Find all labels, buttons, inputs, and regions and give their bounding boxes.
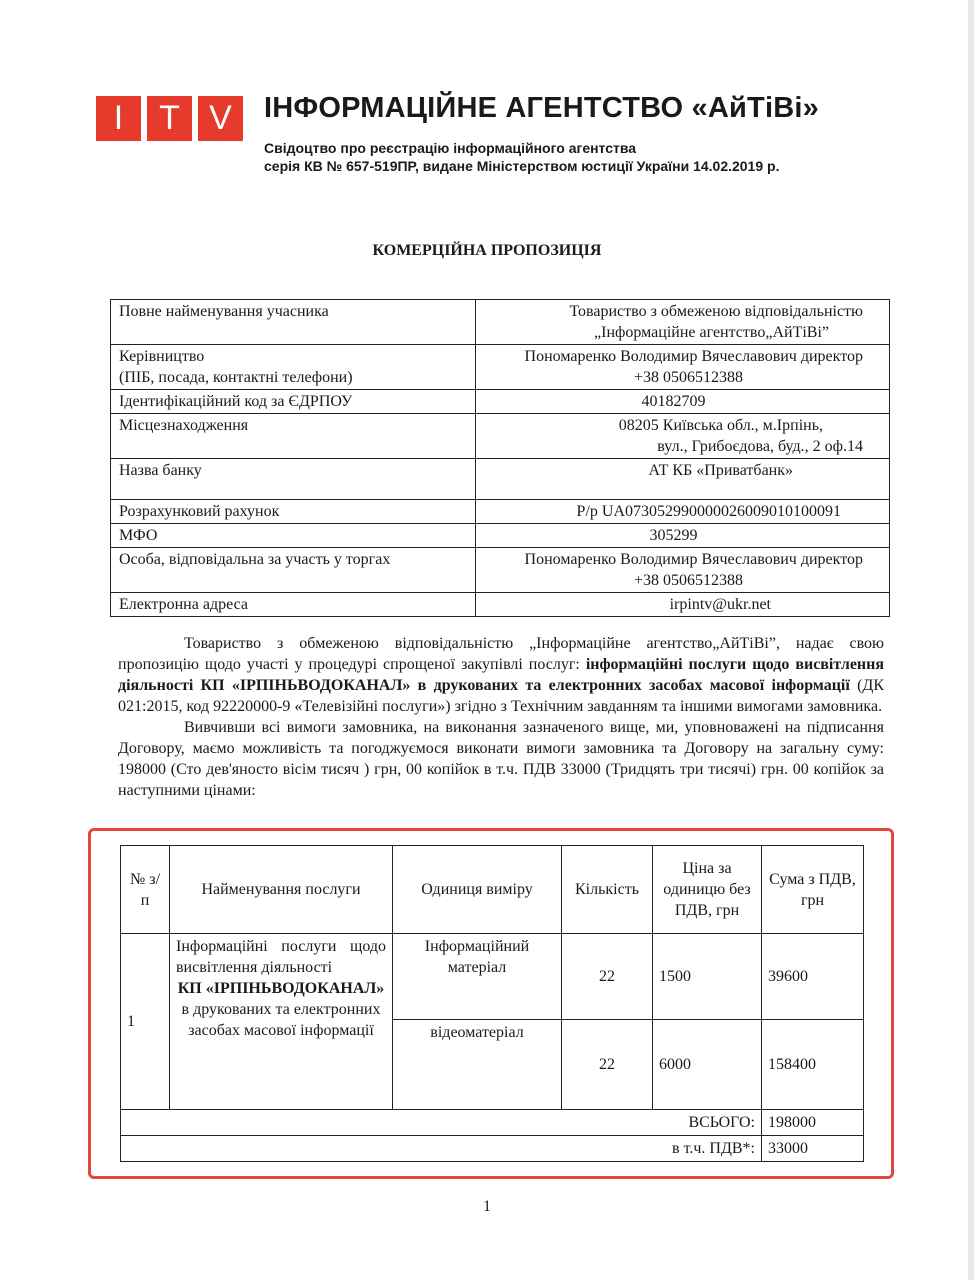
paragraph-text: (ДК 021:2015, код 92220000-9 «Телевізійні послуги») згідно з Технічним завданням та іншими вимогами замовника. — [118, 677, 885, 715]
registration-line: Свідоцтво про реєстрацію інформаційного агентства — [264, 140, 637, 156]
service-text: в друкованих та електронних засобах масової інформації — [181, 1001, 381, 1039]
label-line: (ПІБ, посада, контактні телефони) — [119, 369, 353, 386]
row-value: 40182709 — [476, 390, 890, 414]
row-label: Місцезнаходження — [111, 414, 476, 459]
table-row — [111, 390, 890, 414]
service-name — [170, 934, 393, 1110]
price-table — [120, 845, 864, 1162]
price-cell: 6000 — [653, 1020, 762, 1110]
vat-row — [121, 1136, 864, 1162]
row-label: Розрахунковий рахунок — [111, 500, 476, 524]
price-cell: 1500 — [653, 934, 762, 1020]
service-bold-text: КП «ІРПІНЬВОДОКАНАЛ» — [177, 980, 385, 997]
paragraph-bold-text: інформаційні послуги щодо висвітлення діяльності КП «ІРПІНЬВОДОКАНАЛ» в друкованих та електронних засобах масової інформації — [118, 656, 885, 694]
column-header: Одиниця виміру — [393, 846, 562, 934]
total-value: 198000 — [762, 1110, 864, 1136]
unit-cell: відеоматеріал — [393, 1020, 562, 1110]
value-line: +38 0506512388 — [633, 369, 743, 386]
agency-name: ІНФОРМАЦІЙНЕ АГЕНТСТВО «АйТіВі» — [264, 92, 819, 124]
row-label — [111, 345, 476, 390]
column-header: Сума з ПДВ, грн — [762, 846, 864, 934]
row-value: irpintv@ukr.net — [476, 593, 890, 617]
page-edge — [968, 0, 974, 1280]
sum-cell: 158400 — [762, 1020, 864, 1110]
value-line: +38 0506512388 — [633, 572, 743, 589]
row-number: 1 — [121, 934, 170, 1110]
total-row — [121, 1110, 864, 1136]
table-row — [111, 593, 890, 617]
itv-logo — [96, 96, 243, 141]
label-line: Керівництво — [119, 348, 205, 365]
value-line: Пономаренко Володимир Вячеславович директор — [524, 551, 863, 568]
column-header: Кількість — [562, 846, 653, 934]
table-row — [111, 459, 890, 500]
logo-letter: V — [198, 96, 243, 141]
row-label: Ідентифікаційний код за ЄДРПОУ — [111, 390, 476, 414]
qty-cell: 22 — [562, 934, 653, 1020]
sum-cell: 39600 — [762, 934, 864, 1020]
value-line: „Інформаційне агентство„АйТіВі” — [594, 324, 829, 341]
table-row — [111, 524, 890, 548]
table-row — [111, 500, 890, 524]
row-label: Електронна адреса — [111, 593, 476, 617]
value-line: 08205 Київська обл., м.Ірпінь, — [618, 417, 823, 434]
header-row — [121, 846, 864, 934]
value-line: Товариство з обмеженою відповідальністю — [569, 303, 863, 320]
row-label: Назва банку — [111, 459, 476, 500]
unit-cell: Інформаційний матеріал — [393, 934, 562, 1020]
value-line: вул., Грибоєдова, буд., 2 оф.14 — [657, 438, 863, 455]
document-title: КОМЕРЦІЙНА ПРОПОЗИЦІЯ — [372, 242, 602, 259]
row-value: Р/р UA073052990000026009010100091 — [476, 500, 890, 524]
row-label: Особа, відповідальна за участь у торгах — [111, 548, 476, 593]
row-value: АТ КБ «Приватбанк» — [476, 459, 890, 500]
vat-label: в т.ч. ПДВ*: — [121, 1136, 762, 1162]
registration-line: серія КВ № 657-519ПР, видане Міністерством юстиції України 14.02.2019 р. — [264, 158, 780, 174]
column-header: Найменування послуги — [170, 846, 393, 934]
logo-letter: I — [96, 96, 141, 141]
row-label: МФО — [111, 524, 476, 548]
paragraph-text: Вивчивши всі вимоги замовника, на виконання зазначеного вище, ми, уповноважені на підписання Договору, маємо можливість та погоджуємося виконати вимоги замовника та Договору на загальну суму: 198000 (Сто дев'яносто вісім тисяч ) грн, 00 копійок в т.ч. ПДВ 33000 (Тридцять три тисячі) грн. 00 копійок за наступними цінами: — [118, 719, 884, 799]
row-value — [476, 548, 890, 593]
value-line: Пономаренко Володимир Вячеславович директор — [524, 348, 863, 365]
row-value — [476, 300, 890, 345]
page-number: 1 — [483, 1198, 491, 1215]
proposal-paragraph — [118, 633, 884, 801]
logo-letter: T — [147, 96, 192, 141]
table-row — [111, 548, 890, 593]
table-row — [111, 414, 890, 459]
row-value — [476, 345, 890, 390]
column-header: Ціна за одиницю без ПДВ, грн — [653, 846, 762, 934]
total-label: ВСЬОГО: — [121, 1110, 762, 1136]
qty-cell: 22 — [562, 1020, 653, 1110]
row-value — [476, 414, 890, 459]
vat-value: 33000 — [762, 1136, 864, 1162]
table-row — [111, 345, 890, 390]
participant-info-table — [110, 299, 890, 617]
row-value: 305299 — [476, 524, 890, 548]
table-row — [121, 934, 864, 1020]
paragraph-text: Товариство з обмеженою відповідальністю „Інформаційне агентство„АйТіВі”, надає свою пропозицію щодо участі у процедурі спрощеної закупівлі послуг: — [118, 635, 884, 673]
service-text: Інформаційні послуги щодо висвітлення діяльності — [176, 938, 386, 976]
table-row — [111, 300, 890, 345]
column-header: № з/п — [121, 846, 170, 934]
row-label: Повне найменування учасника — [111, 300, 476, 345]
